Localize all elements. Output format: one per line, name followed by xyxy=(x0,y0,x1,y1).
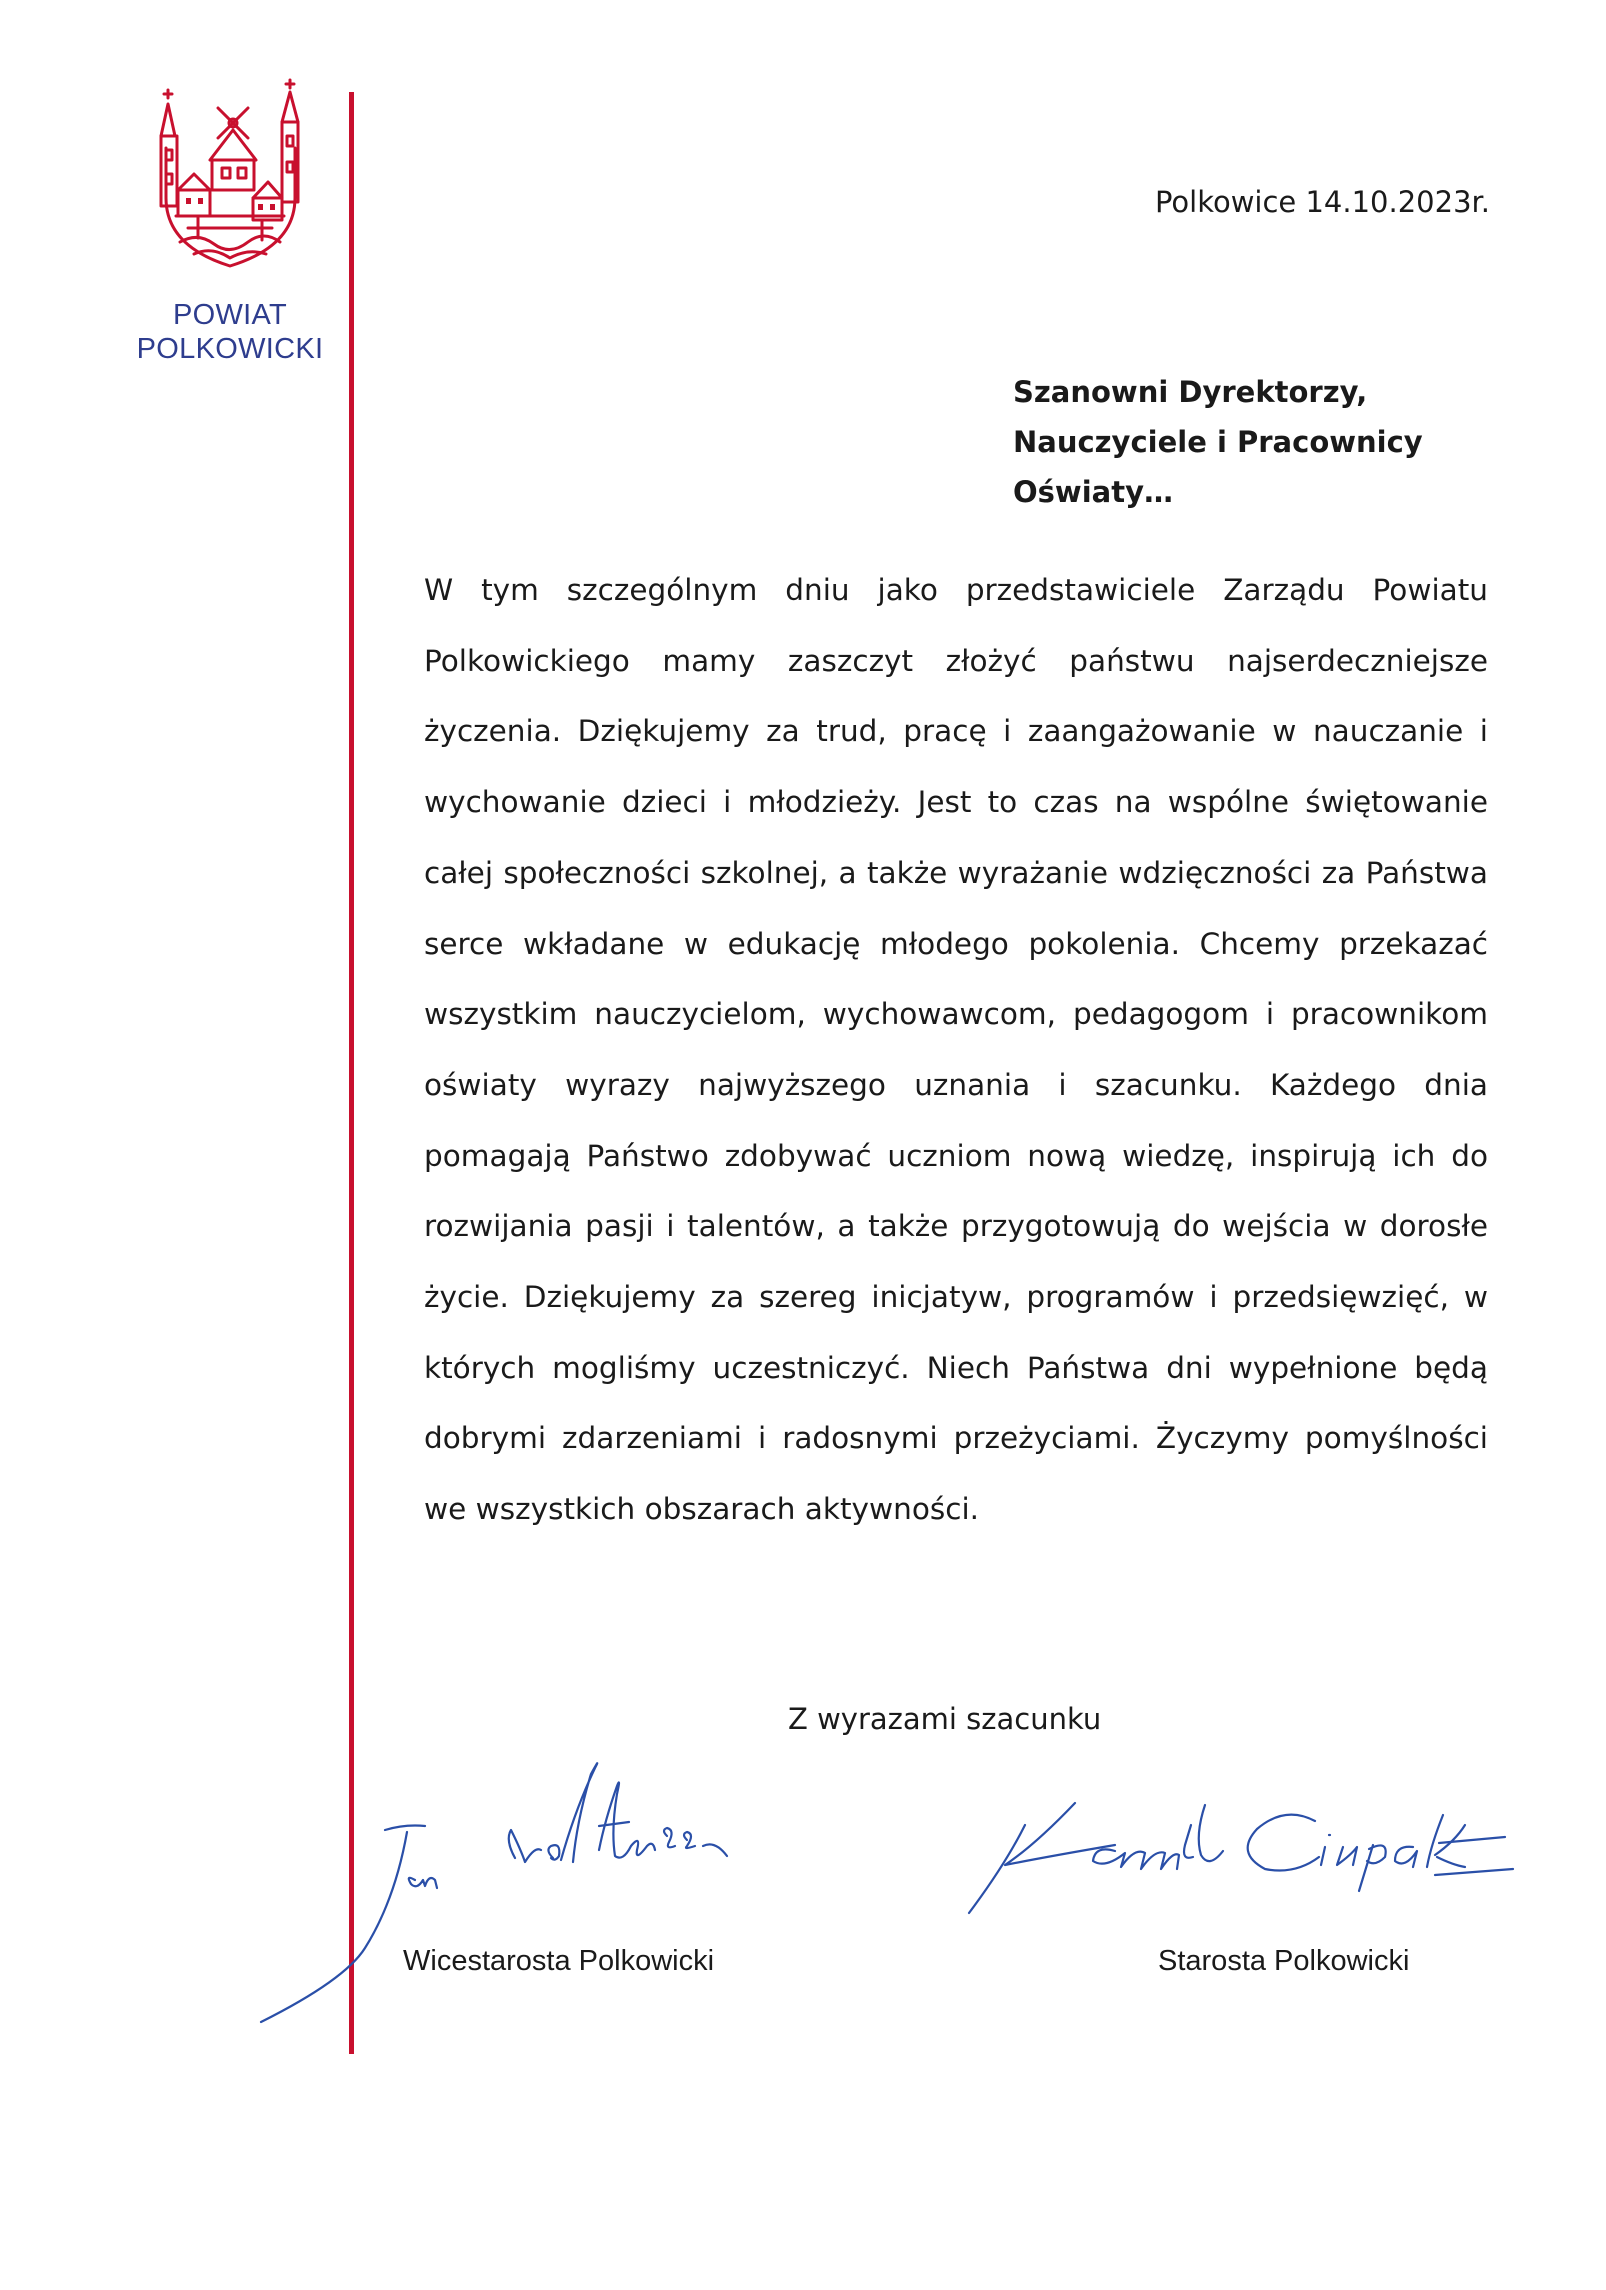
signer-role-right: Starosta Polkowicki xyxy=(1158,1945,1410,1977)
signature-right-icon xyxy=(965,1795,1545,1935)
salutation-line-1: Szanowni Dyrektorzy, xyxy=(1013,375,1368,409)
org-name-line-1: POWIAT xyxy=(172,299,288,331)
letter-date: Polkowice 14.10.2023r. xyxy=(1154,185,1490,219)
signer-role-left: Wicestarosta Polkowicki xyxy=(403,1945,715,1977)
closing-phrase: Z wyrazami szacunku xyxy=(788,1702,1102,1736)
signature-left-icon xyxy=(255,1750,795,2030)
org-name xyxy=(100,298,360,366)
letter-body: W tym szczególnym dniu jako przedstawiciele Zarządu Powiatu Polkowickiego mamy zaszczyt złożyć państwu najserdeczniejsze życzenia. Dziękujemy za trud, pracę i zaangażowanie w nauczanie i wychowanie dzieci i młodzieży. Jest to czas na wspólne świętowanie całej społeczności szkolnej, a także wyrażanie wdzięczności za Państwa serce wkładane w edukację młodego pokolenia. Chcemy przekazać wszystkim nauczycielom, wychowawcom, pedagogom i pracownikom oświaty wyrazy najwyższego uznania i szacunku. Każdego dnia pomagają Państwo zdobywać uczniom nową wiedzę, inspirują ich do rozwijania pasji i talentów, a także przygotowują do wejścia w dorosłe życie. Dziękujemy za szereg inicjatyw, programów i przedsięwzięć, w których mogliśmy uczestniczyć. Niech Państwa dni wypełnione będą dobrymi zdarzeniami i radosnymi przeżyciami. Życzymy pomyślności we wszystkich obszarach aktywności. xyxy=(424,573,1488,1527)
coat-of-arms-icon xyxy=(158,78,303,270)
salutation-line-2: Nauczyciele i Pracownicy xyxy=(1013,425,1423,459)
salutation xyxy=(1013,367,1423,517)
salutation-line-3: Oświaty… xyxy=(1013,475,1173,509)
org-name-line-2: POLKOWICKI xyxy=(136,333,324,365)
